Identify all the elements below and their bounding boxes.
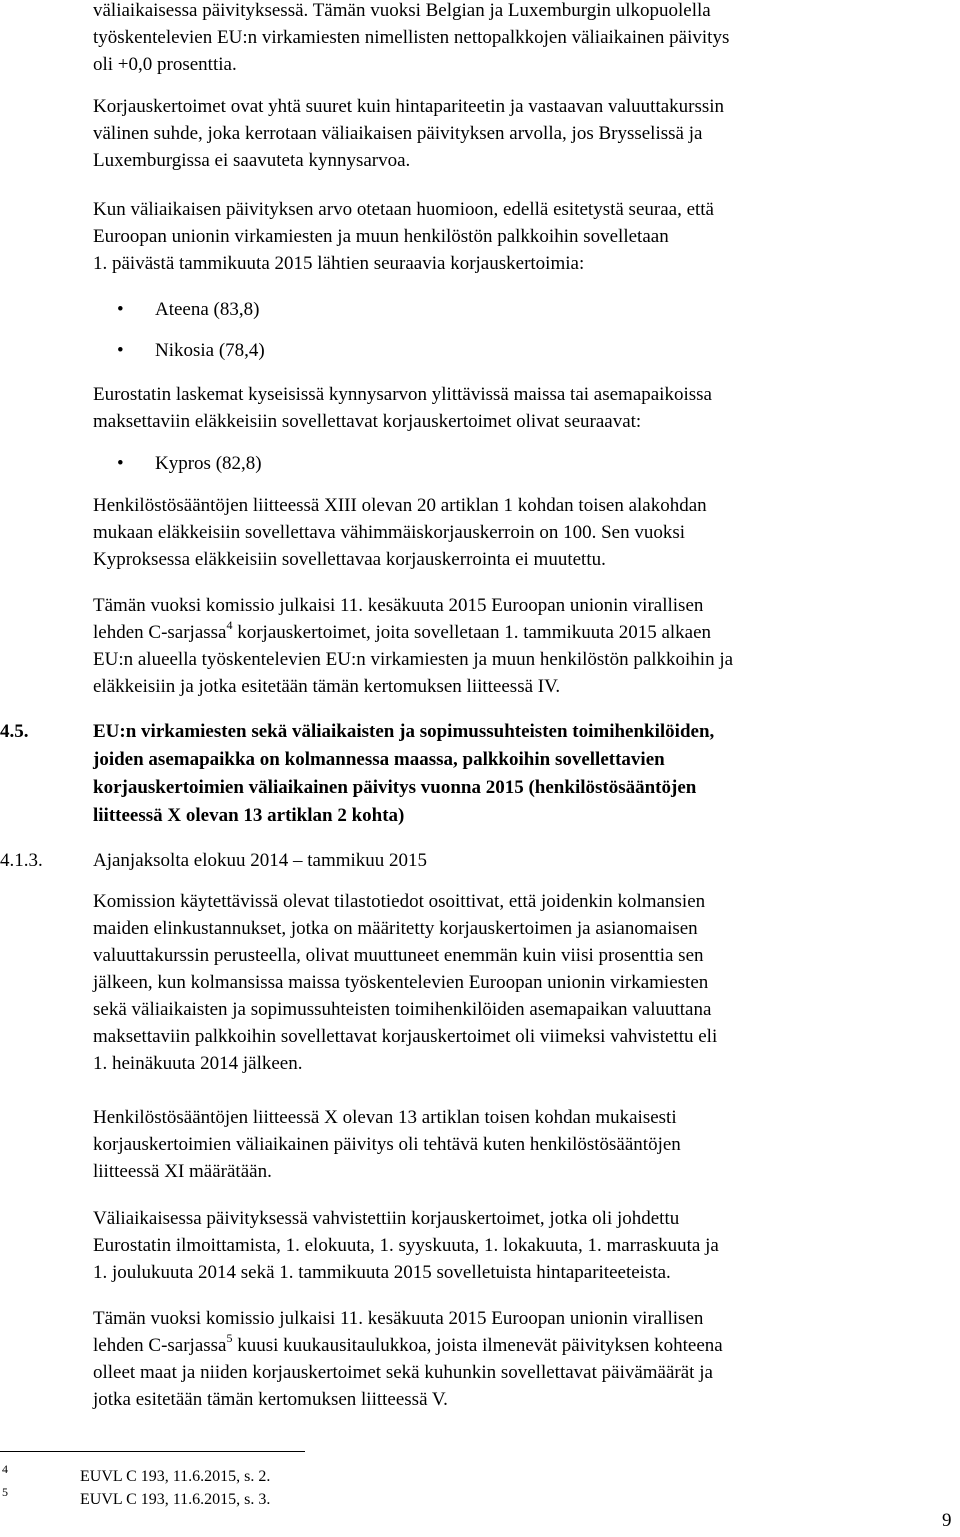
text-line: Henkilöstösääntöjen liitteessä XIII olevan 20 artiklan 1 kohdan toisen alakohdan bbox=[93, 495, 707, 516]
text-line: Komission käytettävissä olevat tilastotiedot osoittivat, että joidenkin kolmansien bbox=[93, 891, 706, 912]
heading-line: EU:n virkamiesten sekä väliaikaisten ja sopimussuhteisten toimihenkilöiden, bbox=[93, 721, 715, 742]
text-line: EU:n alueella työskentelevien EU:n virkamiesten ja muun henkilöstön palkkoihin ja bbox=[93, 649, 734, 670]
text-line: maksettaviin eläkkeisiin sovellettavat korjauskertoimet olivat seuraavat: bbox=[93, 411, 642, 432]
text-line: maiden elinkustannukset, jotka on määritetty korjauskertoimen ja asianomaisen bbox=[93, 918, 698, 939]
text-line: välinen suhde, joka kerrotaan väliaikaisen päivityksen arvolla, jos Brysselissä ja bbox=[93, 123, 703, 144]
text-line: lehden C-sarjassa$^5$ kuusi kuukausitaulukkoa, joista ilmenevät päivityksen kohteena bbox=[93, 1330, 723, 1356]
bullet-item-ateena: Ateena (83,8) bbox=[155, 299, 260, 320]
text-line: mukaan eläkkeisiin sovellettava vähimmäiskorjauskerroin on 100. Sen vuoksi bbox=[93, 522, 686, 543]
heading-line: joiden asemapaikka on kolmannessa maassa, palkkoihin sovellettavien bbox=[93, 749, 665, 770]
text-line: Kyproksessa eläkkeisiin sovellettavaa korjauskerrointa ei muutettu. bbox=[93, 549, 606, 570]
section-heading bbox=[93, 718, 955, 830]
text-line: 1. päivästä tammikuuta 2015 lähtien seuraavia korjauskertoimia: bbox=[93, 253, 585, 274]
paragraph-correction-coefficients bbox=[93, 93, 955, 174]
text-line: olleet maat ja niiden korjauskertoimet sekä kuhunkin sovellettavat päivämäärät ja bbox=[93, 1362, 713, 1383]
text-line: jotka esitetään tämän kertomuksen liitteessä V. bbox=[93, 1389, 448, 1410]
text-line: Euroopan unionin virkamiesten ja muun henkilöstön palkkoihin sovelletaan bbox=[93, 226, 669, 247]
text-line: työskentelevien EU:n virkamiesten nimellisten nettopalkkojen väliaikainen päivitys bbox=[93, 27, 730, 48]
text-line: jälkeen, kun kolmansissa maissa työskentelevien Euroopan unionin virkamiesten bbox=[93, 972, 709, 993]
text-line: väliaikaisessa päivityksessä. Tämän vuoksi Belgian ja Luxemburgin ulkopuolella bbox=[93, 0, 711, 21]
bullet-marker: • bbox=[117, 453, 124, 474]
subsection-number: 4.1.3. bbox=[0, 850, 43, 871]
text-line: Eurostatin laskemat kyseisissä kynnysarvon ylittävissä maissa tai asemapaikoissa bbox=[93, 384, 712, 405]
text-line: 1. heinäkuuta 2014 jälkeen. bbox=[93, 1053, 303, 1074]
footnote-ref-4[interactable]: 4 bbox=[226, 617, 233, 632]
subsection-heading: Ajanjaksolta elokuu 2014 – tammikuu 2015 bbox=[93, 850, 428, 871]
paragraph-commission-publication-v bbox=[93, 1305, 955, 1413]
text-line: Luxemburgissa ei saavuteta kynnysarvoa. bbox=[93, 150, 411, 171]
footnote-ref-5[interactable]: 5 bbox=[226, 1330, 233, 1345]
text-line: Kun väliaikaisen päivityksen arvo otetaan huomioon, edellä esitetystä seuraa, että bbox=[93, 199, 714, 220]
text-line: sekä väliaikaisten ja sopimussuhteisten toimihenkilöiden asemapaikan valuuttana bbox=[93, 999, 712, 1020]
heading-line: korjauskertoimien väliaikainen päivitys vuonna 2015 (henkilöstösääntöjen bbox=[93, 777, 697, 798]
paragraph-statistics bbox=[93, 888, 955, 1077]
paragraph-continuation bbox=[93, 0, 955, 78]
paragraph-interim-update-value bbox=[93, 196, 955, 277]
section-number: 4.5. bbox=[0, 721, 29, 742]
page-number: 9 bbox=[942, 1510, 952, 1531]
bullet-marker: • bbox=[117, 340, 124, 361]
paragraph-minimum-coefficient bbox=[93, 492, 955, 573]
paragraph-interim-update bbox=[93, 1205, 955, 1286]
text-line: Väliaikaisessa päivityksessä vahvistettiin korjauskertoimet, jotka oli johdettu bbox=[93, 1208, 680, 1229]
text-line: maksettaviin palkkoihin sovellettavat korjauskertoimet oli viimeksi vahvistettu eli bbox=[93, 1026, 718, 1047]
text-line: 1. joulukuuta 2014 sekä 1. tammikuuta 2015 sovelletuista hintapariteeteista. bbox=[93, 1262, 671, 1283]
bullet-marker: • bbox=[117, 299, 124, 320]
text-line: Tämän vuoksi komissio julkaisi 11. kesäkuuta 2015 Euroopan unionin virallisen bbox=[93, 595, 704, 616]
footnote-4: EUVL C 193, 11.6.2015, s. 2. bbox=[80, 1468, 271, 1485]
text-line: Eurostatin ilmoittamista, 1. elokuuta, 1. syyskuuta, 1. lokakuuta, 1. marraskuuta ja bbox=[93, 1235, 719, 1256]
footnote-separator bbox=[0, 1451, 305, 1452]
text-line: lehden C-sarjassa$^4$ korjauskertoimet, joita sovelletaan 1. tammikuuta 2015 alkaen bbox=[93, 617, 712, 643]
heading-line: liitteessä X olevan 13 artiklan 2 kohta) bbox=[93, 805, 405, 826]
text-line: korjauskertoimien väliaikainen päivitys oli tehtävä kuten henkilöstösääntöjen bbox=[93, 1134, 681, 1155]
footnote-mark-4: 4 bbox=[2, 1462, 8, 1476]
text-line: oli +0,0 prosenttia. bbox=[93, 54, 237, 75]
paragraph-eurostat-pensions bbox=[93, 381, 955, 435]
footnote-5: EUVL C 193, 11.6.2015, s. 3. bbox=[80, 1491, 271, 1508]
text-line: Tämän vuoksi komissio julkaisi 11. kesäkuuta 2015 Euroopan unionin virallisen bbox=[93, 1308, 704, 1329]
paragraph-annex-x bbox=[93, 1104, 955, 1185]
paragraph-commission-publication-iv bbox=[93, 592, 955, 700]
text-line: liitteessä XI määrätään. bbox=[93, 1161, 272, 1182]
bullet-item-nikosia: Nikosia (78,4) bbox=[155, 340, 265, 361]
text-line: valuuttakurssin perusteella, olivat muuttuneet enemmän kuin viisi prosenttia sen bbox=[93, 945, 704, 966]
bullet-item-kypros: Kypros (82,8) bbox=[155, 453, 262, 474]
text-line: Korjauskertoimet ovat yhtä suuret kuin hintapariteetin ja vastaavan valuuttakurssin bbox=[93, 96, 725, 117]
footnote-mark-5: 5 bbox=[2, 1485, 8, 1499]
text-line: Henkilöstösääntöjen liitteessä X olevan 13 artiklan toisen kohdan mukaisesti bbox=[93, 1107, 677, 1128]
text-line: eläkkeisiin ja jotka esitetään tämän kertomuksen liitteessä IV. bbox=[93, 676, 561, 697]
